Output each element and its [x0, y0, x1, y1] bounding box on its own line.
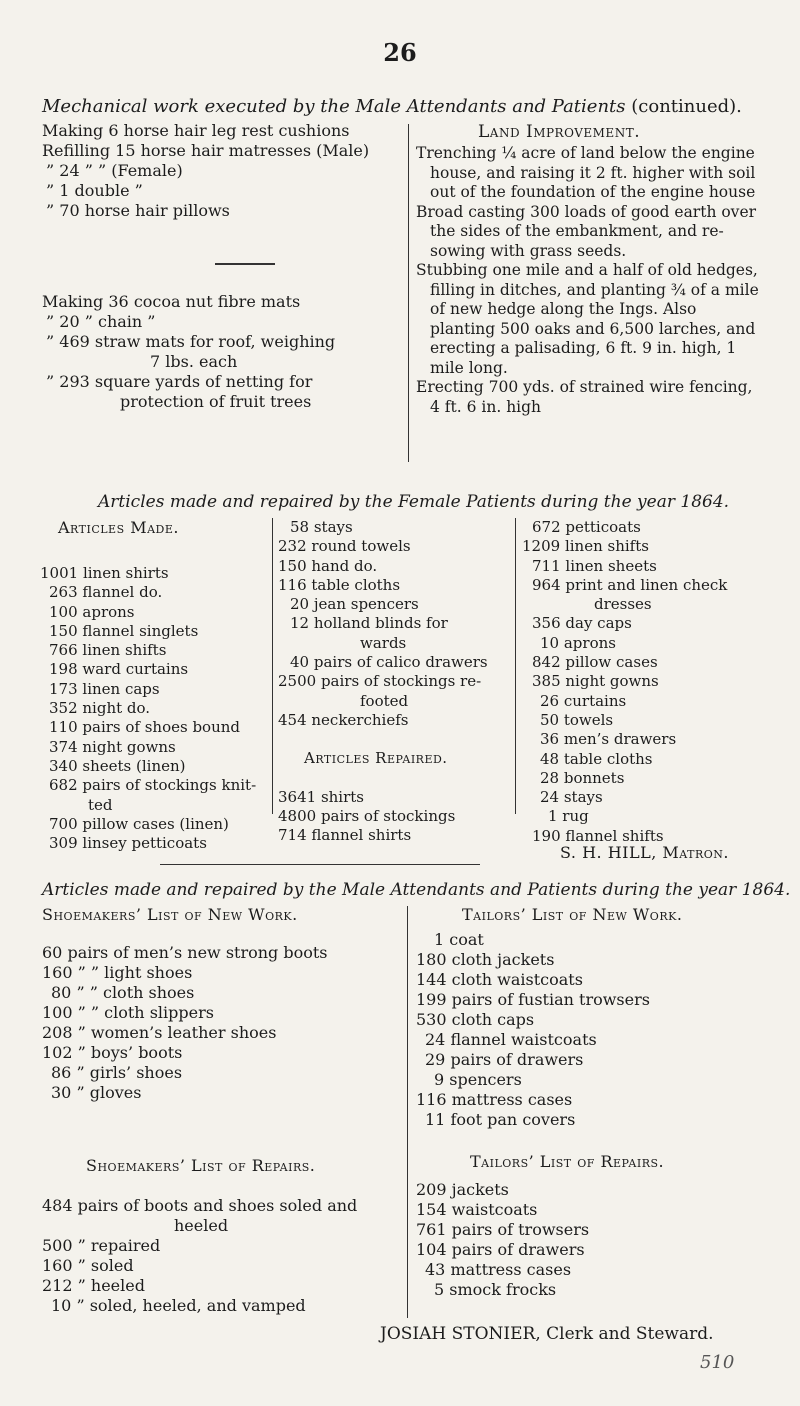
list-item: 10 aprons [540, 633, 616, 652]
list-item: 374 night gowns [49, 737, 176, 756]
tailors-repairs-list [416, 1180, 776, 1300]
list-item: 173 linen caps [49, 679, 160, 698]
list-item: 190 flannel shifts [532, 826, 664, 845]
tailors-new-title: Tailors’ List of New Work. [462, 905, 683, 924]
female-heading: Articles made and repaired by the Female Patients during the year 1864. [98, 492, 730, 512]
list-item: 28 bonnets [540, 768, 625, 787]
list-item: ” 20 ” chain ” [46, 312, 156, 331]
list-item: dresses [594, 595, 652, 614]
list-item: 80 ” ” cloth shoes [51, 983, 195, 1002]
list-item: 309 linsey petticoats [49, 834, 207, 853]
list-item: 150 hand do. [278, 556, 378, 575]
list-item: 1 coat [434, 930, 484, 949]
list-item: 212 ” heeled [42, 1276, 145, 1295]
list-item: 484 pairs of boots and shoes soled and [42, 1196, 358, 1215]
list-item: protection of fruit trees [120, 392, 312, 411]
shoemakers-repairs-title: Shoemakers’ List of Repairs. [86, 1156, 316, 1175]
list-item: 964 print and linen check [532, 575, 728, 594]
list-item: 100 aprons [49, 602, 135, 621]
list-item: 29 pairs of drawers [425, 1050, 584, 1069]
mechanical-heading-tail: (continued). [631, 96, 742, 117]
list-item: 672 petticoats [532, 518, 641, 536]
page-number: 26 [383, 38, 417, 67]
column-rule [515, 518, 516, 814]
list-item: footed [360, 691, 409, 710]
list-item: 36 men’s drawers [540, 730, 677, 749]
list-item: 160 ” ” light shoes [42, 963, 193, 982]
column-rule [408, 124, 409, 462]
list-item: ” 1 double ” [46, 181, 143, 200]
land-improvement-text [416, 144, 766, 417]
list-item: 198 ward curtains [49, 660, 189, 679]
female-col1 [40, 564, 270, 853]
paragraph: Trenching ¼ acre of land below the engine house, and raising it 2 ft. higher with soil out of the foundation of the engine house [416, 144, 756, 201]
list-item: 24 flannel waistcoats [425, 1030, 597, 1049]
list-item: 1209 linen shifts [522, 537, 649, 556]
list-item: heeled [174, 1216, 229, 1235]
list-item: 700 pillow cases (linen) [49, 814, 229, 833]
list-item: ” 70 horse hair pillows [46, 201, 230, 220]
tailors-repairs-title: Tailors’ List of Repairs. [470, 1152, 665, 1171]
male-heading: Articles made and repaired by the Male Attendants and Patients during the year 1864. [42, 880, 791, 900]
list-item: 761 pairs of trowsers [416, 1220, 590, 1239]
list-item: 1 rug [548, 807, 589, 826]
list-item: ” 24 ” ” (Female) [46, 161, 183, 180]
list-item: ted [88, 795, 113, 814]
list-item: 30 ” gloves [51, 1083, 142, 1102]
list-item: 5 smock frocks [434, 1280, 557, 1299]
list-item: ” 469 straw mats for roof, weighing [46, 332, 336, 351]
list-item: 199 pairs of fustian trowsers [416, 990, 650, 1009]
list-item: 9 spencers [434, 1070, 522, 1089]
list-item: 104 pairs of drawers [416, 1240, 585, 1259]
list-item: 2500 pairs of stockings re- [278, 672, 482, 691]
list-item: 48 table cloths [540, 749, 653, 768]
list-item: 144 cloth waistcoats [416, 970, 583, 989]
list-item: 160 ” soled [42, 1256, 134, 1275]
list-item: 714 flannel shirts [278, 826, 412, 845]
column-rule [272, 518, 273, 814]
list-item: 43 mattress cases [425, 1260, 572, 1279]
list-item: Refilling 15 horse hair matresses (Male) [42, 141, 370, 160]
articles-made-title: Articles Made. [58, 518, 179, 537]
list-item: 209 jackets [416, 1180, 509, 1199]
section-rule [160, 864, 480, 865]
list-item: 12 holland blinds for [290, 614, 448, 633]
land-improvement-title: Land Improvement. [478, 122, 641, 142]
matron-signature: S. H. HILL, Matron. [560, 843, 729, 862]
list-item: 7 lbs. each [150, 352, 238, 371]
list-item: 60 pairs of men’s new strong boots [42, 943, 328, 962]
list-item: Making 6 horse hair leg rest cushions [42, 121, 350, 140]
paragraph: Broad casting 300 loads of good earth over the sides of the embankment, and re-sowing with grass seeds. [416, 202, 757, 260]
list-item: 24 stays [540, 788, 603, 807]
shoemakers-repairs-list [42, 1196, 402, 1316]
female-col2 [278, 518, 514, 845]
list-item: 356 day caps [532, 614, 632, 633]
list-item: 766 linen shifts [49, 641, 167, 660]
list-item: wards [360, 633, 407, 652]
articles-repaired-title: Articles Repaired. [304, 749, 448, 768]
list-item: 10 ” soled, heeled, and vamped [51, 1296, 306, 1315]
list-item: 208 ” women’s leather shoes [42, 1023, 277, 1042]
mechanical-left-top [42, 121, 407, 221]
list-item: 116 table cloths [278, 575, 401, 594]
list-item: 40 pairs of calico drawers [290, 653, 488, 672]
list-item: 150 flannel singlets [49, 621, 199, 640]
list-item: 263 flannel do. [49, 583, 163, 602]
list-item: 50 towels [540, 710, 614, 729]
list-item: 86 ” girls’ shoes [51, 1063, 183, 1082]
list-item: 232 round towels [278, 537, 411, 556]
list-item: 1001 linen shirts [40, 564, 169, 582]
list-item: ” 293 square yards of netting for [46, 372, 313, 391]
list-item: 110 pairs of shoes bound [49, 718, 241, 737]
list-item: 500 ” repaired [42, 1236, 161, 1255]
shoemakers-new-title: Shoemakers’ List of New Work. [42, 905, 298, 924]
list-item: 102 ” boys’ boots [42, 1043, 183, 1062]
list-item: 454 neckerchiefs [278, 710, 409, 729]
list-item: 711 linen sheets [532, 556, 657, 575]
list-item: Making 36 cocoa nut fibre mats [42, 292, 301, 311]
list-item: 116 mattress cases [416, 1090, 573, 1109]
divider [215, 263, 275, 265]
list-item: 20 jean spencers [290, 595, 419, 614]
shoemakers-new-list [42, 943, 402, 1103]
mechanical-left-bottom [42, 292, 407, 412]
list-item: 3641 shirts [278, 787, 364, 806]
list-item: 385 night gowns [532, 672, 659, 691]
clerk-signature: JOSIAH STONIER, Clerk and Steward. [380, 1324, 714, 1344]
list-item: 26 curtains [540, 691, 627, 710]
list-item: 682 pairs of stockings knit- [49, 776, 257, 795]
list-item: 842 pillow cases [532, 653, 658, 672]
female-col3 [522, 518, 782, 846]
handwritten-mark: 510 [700, 1352, 735, 1373]
list-item: 180 cloth jackets [416, 950, 555, 969]
list-item: 340 sheets (linen) [49, 756, 186, 775]
list-item: 11 foot pan covers [425, 1110, 576, 1129]
list-item: 58 stays [290, 518, 353, 536]
list-item: 100 ” ” cloth slippers [42, 1003, 214, 1022]
list-item: 530 cloth caps [416, 1010, 535, 1029]
mechanical-heading [42, 96, 742, 117]
column-rule [407, 906, 408, 1318]
list-item: 352 night do. [49, 699, 151, 718]
paragraph: Erecting 700 yds. of strained wire fencing, 4 ft. 6 in. high [416, 378, 753, 416]
mechanical-heading-text: Mechanical work executed by the Male Attendants and Patients [42, 96, 626, 117]
tailors-new-list [416, 930, 776, 1130]
list-item: 154 waistcoats [416, 1200, 538, 1219]
list-item: 4800 pairs of stockings [278, 806, 456, 825]
paragraph: Stubbing one mile and a half of old hedges, filling in ditches, and planting ¾ of a mile of new hedge along the Ings. Also planting 500 oaks and 6,500 larches, and erecting a palisading, 6 ft. 9 in. high, 1 mile long. [416, 261, 759, 377]
